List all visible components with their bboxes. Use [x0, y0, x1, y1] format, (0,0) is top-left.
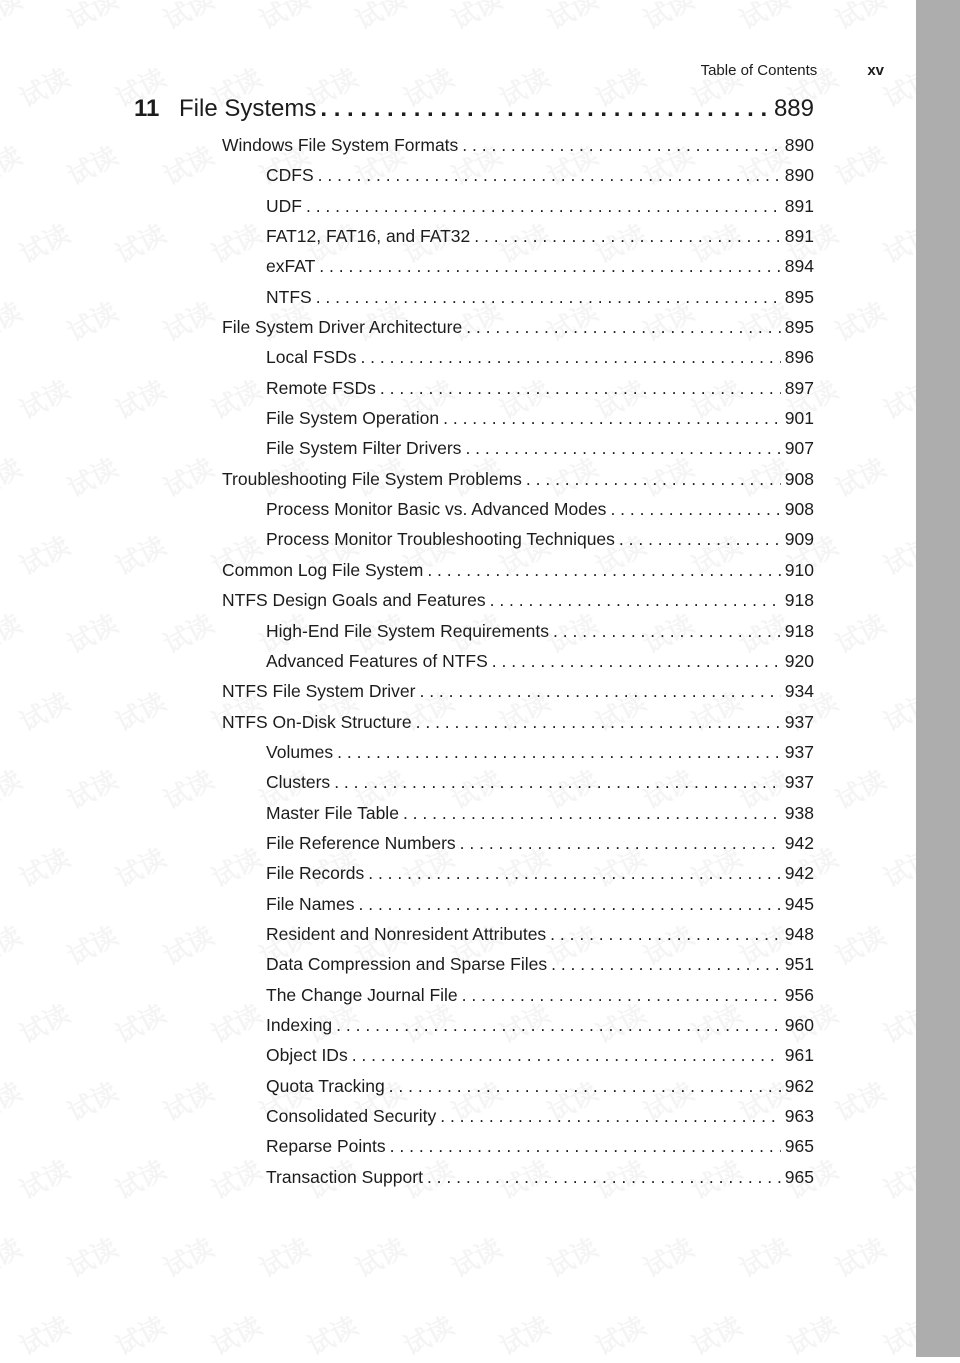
- toc-entry-title: Remote FSDs: [266, 377, 376, 398]
- dot-leader: [440, 1101, 781, 1131]
- toc-entry-title: NTFS: [266, 286, 312, 307]
- toc-entry-page: 948: [784, 923, 814, 944]
- toc-entry-title: File Records: [266, 863, 365, 884]
- toc-entry-title: Process Monitor Basic vs. Advanced Modes: [266, 499, 607, 520]
- toc-subsection-entry: [0, 524, 814, 554]
- dot-leader: [359, 889, 781, 919]
- watermark-text: [684, 1306, 747, 1363]
- toc-subsection-entry: [0, 373, 814, 403]
- toc-entry-page: 937: [784, 772, 814, 793]
- toc-section-entry: [0, 464, 814, 494]
- watermark-text: [828, 1228, 891, 1285]
- dot-leader: [389, 1071, 781, 1101]
- watermark-text: [252, 0, 315, 37]
- toc-entry-title: NTFS Design Goals and Features: [222, 590, 486, 611]
- toc-entry-title: File Reference Numbers: [266, 832, 456, 853]
- toc-entry-title: UDF: [266, 195, 302, 216]
- chapter-title: File Systems: [179, 95, 317, 122]
- toc-entry-page: 965: [784, 1136, 814, 1157]
- toc-entry-page: 956: [784, 984, 814, 1005]
- toc-subsection-entry: [0, 160, 814, 190]
- toc-entry-page: 937: [784, 741, 814, 762]
- toc-subsection-entry: [0, 646, 814, 676]
- toc-subsection-entry: [0, 282, 814, 312]
- toc-entry-title: File System Filter Drivers: [266, 438, 462, 459]
- toc-subsection-entry: [0, 737, 814, 767]
- page-edge-bar: [916, 0, 960, 1357]
- dot-leader: [619, 524, 781, 554]
- watermark-text: [828, 1072, 891, 1129]
- toc-entry-title: NTFS On-Disk Structure: [222, 711, 412, 732]
- toc-section-entry: [0, 585, 814, 615]
- toc-entry-title: CDFS: [266, 165, 314, 186]
- toc-subsection-entry: [0, 433, 814, 463]
- toc-subsection-entry: [0, 828, 814, 858]
- watermark-text: [828, 916, 891, 973]
- toc-section-entry: [0, 312, 814, 342]
- dot-leader: [551, 949, 781, 979]
- toc-entry-page: 907: [784, 438, 814, 459]
- dot-leader: [474, 221, 781, 251]
- toc-section-entry: [0, 130, 814, 160]
- watermark-text: [636, 1228, 699, 1285]
- toc-entry-page: 920: [784, 650, 814, 671]
- toc-entries: [0, 130, 814, 1192]
- toc-entry-page: 965: [784, 1166, 814, 1187]
- toc-subsection-entry: [0, 191, 814, 221]
- dot-leader: [336, 1010, 781, 1040]
- toc-section-entry: [0, 555, 814, 585]
- dot-leader: [306, 191, 781, 221]
- toc-entry-title: Consolidated Security: [266, 1106, 437, 1126]
- toc-entry-page: 890: [784, 135, 814, 155]
- toc-entry-page: 960: [784, 1014, 814, 1035]
- watermark-text: [396, 1306, 459, 1363]
- watermark-text: [828, 760, 891, 817]
- watermark-text: [828, 448, 891, 505]
- toc-entry-page: 910: [784, 559, 814, 580]
- toc-entry-title: Quota Tracking: [266, 1075, 385, 1096]
- watermark-text: [348, 1228, 411, 1285]
- toc-entry-page: 942: [784, 863, 814, 884]
- toc-entry-title: File System Operation: [266, 408, 440, 429]
- dot-leader: [492, 646, 781, 676]
- watermark-text: [444, 1228, 507, 1285]
- toc-subsection-entry: [0, 251, 814, 281]
- dot-leader: [360, 342, 780, 372]
- toc-entry-title: Master File Table: [266, 802, 399, 823]
- toc-subsection-entry: [0, 1101, 814, 1131]
- dot-leader: [465, 433, 780, 463]
- toc-entry-title: Advanced Features of NTFS: [266, 650, 488, 671]
- watermark-text: [204, 1306, 267, 1363]
- toc-entry-page: 951: [784, 954, 814, 975]
- toc-entry-page: 908: [784, 499, 814, 520]
- watermark-text: [540, 1228, 603, 1285]
- dot-leader: [316, 282, 781, 312]
- toc-entry-title: Reparse Points: [266, 1136, 386, 1157]
- toc-entry-page: 908: [784, 468, 814, 489]
- toc-subsection-entry: [0, 767, 814, 797]
- running-header-title: Table of Contents: [700, 62, 818, 79]
- watermark-text: [156, 1228, 219, 1285]
- toc-subsection-entry: [0, 616, 814, 646]
- dot-leader: [318, 160, 781, 190]
- watermark-text: [540, 0, 603, 37]
- dot-leader: [526, 464, 781, 494]
- watermark-text: [0, 0, 28, 37]
- toc-subsection-entry: [0, 1162, 814, 1192]
- dot-leader: [443, 403, 781, 433]
- toc-entry-page: 897: [784, 377, 814, 398]
- toc-entry-page: 945: [784, 893, 814, 914]
- dot-leader: [460, 828, 781, 858]
- toc-entry-page: 962: [784, 1075, 814, 1096]
- dot-leader: [337, 737, 781, 767]
- toc-entry-page: 934: [784, 681, 814, 702]
- toc-entry-title: Volumes: [266, 741, 334, 762]
- watermark-text: [636, 0, 699, 37]
- toc-entry-title: The Change Journal File: [266, 984, 458, 1005]
- toc-entry-title: Resident and Nonresident Attributes: [266, 923, 547, 944]
- dot-leader: [352, 1040, 781, 1070]
- watermark-text: [732, 0, 795, 37]
- watermark-text: [828, 136, 891, 193]
- watermark-text: [444, 0, 507, 37]
- toc-subsection-entry: [0, 342, 814, 372]
- toc-subsection-entry: [0, 1131, 814, 1161]
- toc-subsection-entry: [0, 1010, 814, 1040]
- toc-entry-page: 896: [784, 347, 814, 368]
- toc-entry-page: 891: [784, 226, 814, 247]
- toc-entry-title: NTFS File System Driver: [222, 681, 416, 702]
- watermark-text: [780, 1306, 843, 1363]
- toc-entry-title: Process Monitor Troubleshooting Techniques: [266, 529, 615, 550]
- toc-entry-title: Data Compression and Sparse Files: [266, 954, 548, 975]
- watermark-text: [348, 0, 411, 37]
- chapter-number: 11: [134, 95, 160, 122]
- toc-entry-title: Common Log File System: [222, 559, 424, 580]
- dot-leader: [462, 980, 781, 1010]
- toc-section-entry: [0, 707, 814, 737]
- chapter-heading: [134, 95, 814, 123]
- watermark-text: [0, 1228, 28, 1285]
- toc-entry-page: 918: [784, 620, 814, 641]
- dot-leader: [427, 555, 780, 585]
- toc-subsection-entry: [0, 1040, 814, 1070]
- dot-leader: [419, 676, 780, 706]
- dot-leader: [466, 312, 781, 342]
- toc-entry-title: File System Driver Architecture: [222, 317, 463, 338]
- watermark-text: [12, 1306, 75, 1363]
- watermark-text: [828, 292, 891, 349]
- toc-entry-page: 918: [784, 590, 814, 611]
- toc-subsection-entry: [0, 858, 814, 888]
- watermark-text: [252, 1228, 315, 1285]
- watermark-text: [300, 1306, 363, 1363]
- watermark-text: [828, 604, 891, 661]
- toc-entry-page: 938: [784, 802, 814, 823]
- dot-leader: [334, 767, 781, 797]
- toc-entry-title: Local FSDs: [266, 347, 357, 368]
- toc-entry-title: Object IDs: [266, 1045, 348, 1066]
- running-header: [0, 62, 884, 79]
- chapter-page: 889: [773, 95, 814, 122]
- toc-subsection-entry: [0, 919, 814, 949]
- toc-entry-title: File Names: [266, 893, 355, 914]
- dot-leader: [553, 616, 781, 646]
- watermark-text: [492, 1306, 555, 1363]
- dot-leader: [416, 707, 781, 737]
- toc-entry-page: 937: [784, 711, 814, 732]
- toc-subsection-entry: [0, 221, 814, 251]
- toc-section-entry: [0, 676, 814, 706]
- dot-leader: [319, 251, 781, 281]
- toc-entry-title: Clusters: [266, 772, 331, 793]
- toc-entry-page: 894: [784, 256, 814, 277]
- toc-subsection-entry: [0, 403, 814, 433]
- watermark-text: [828, 0, 891, 37]
- watermark-text: [732, 1228, 795, 1285]
- toc-subsection-entry: [0, 889, 814, 919]
- toc-entry-page: 901: [784, 408, 814, 429]
- watermark-text: [60, 0, 123, 37]
- toc-entry-page: 909: [784, 529, 814, 550]
- dot-leader: [390, 1131, 781, 1161]
- dot-leader: [368, 858, 781, 888]
- toc-entry-page: 961: [784, 1045, 814, 1066]
- toc-subsection-entry: [0, 949, 814, 979]
- dot-leader: [320, 95, 770, 123]
- toc-subsection-entry: [0, 1071, 814, 1101]
- dot-leader: [380, 373, 781, 403]
- dot-leader: [610, 494, 780, 524]
- toc-entry-title: Windows File System Formats: [222, 135, 459, 155]
- toc-entry-title: exFAT: [266, 256, 316, 277]
- running-header-page-number: xv: [867, 62, 884, 79]
- toc-entry-page: 942: [784, 832, 814, 853]
- toc-entry-title: FAT12, FAT16, and FAT32: [266, 226, 471, 247]
- toc-subsection-entry: [0, 798, 814, 828]
- dot-leader: [403, 798, 781, 828]
- dot-leader: [462, 130, 781, 160]
- toc-entry-page: 891: [784, 195, 814, 216]
- toc-entry-page: 963: [784, 1106, 814, 1126]
- toc-subsection-entry: [0, 494, 814, 524]
- toc-entry-title: Troubleshooting File System Problems: [222, 468, 522, 489]
- watermark-text: [156, 0, 219, 37]
- toc-entry-page: 890: [784, 165, 814, 186]
- watermark-text: [588, 1306, 651, 1363]
- watermark-text: [108, 1306, 171, 1363]
- toc-entry-title: High-End File System Requirements: [266, 620, 550, 641]
- toc-subsection-entry: [0, 980, 814, 1010]
- dot-leader: [490, 585, 781, 615]
- toc-entry-page: 895: [784, 317, 814, 338]
- dot-leader: [550, 919, 781, 949]
- watermark-text: [60, 1228, 123, 1285]
- toc-entry-title: Indexing: [266, 1014, 333, 1035]
- toc-entry-title: Transaction Support: [266, 1166, 423, 1187]
- dot-leader: [427, 1162, 781, 1192]
- toc-entry-page: 895: [784, 286, 814, 307]
